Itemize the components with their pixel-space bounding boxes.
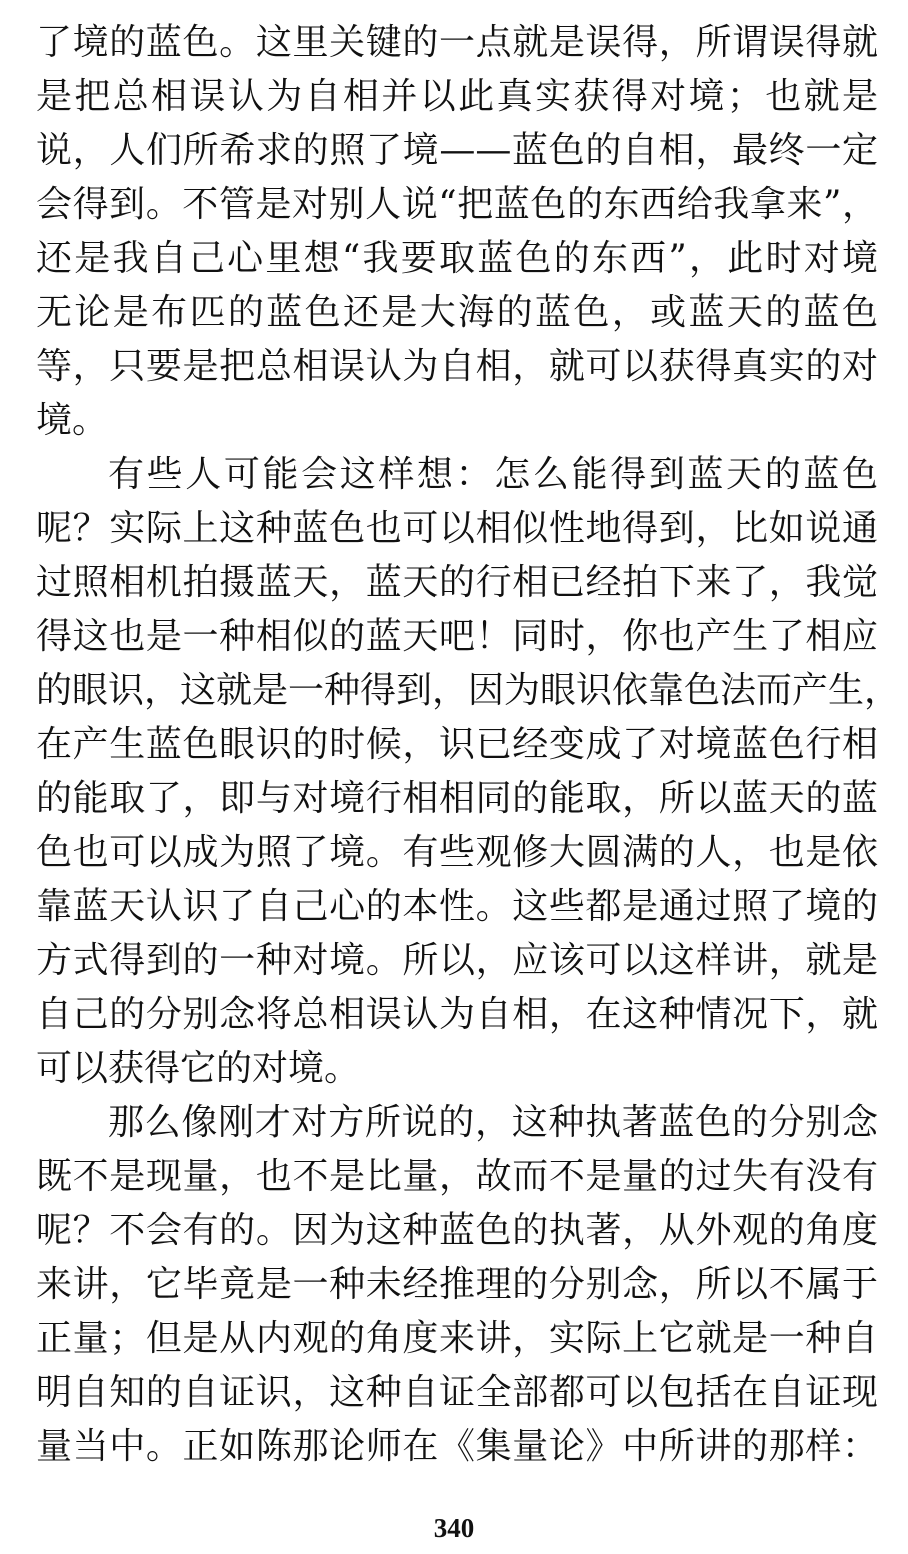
text-line: 是把总相误认为自相并以此真实获得对境；也就是 — [36, 76, 878, 117]
text-line: 可以获得它的对境。 — [36, 1048, 361, 1089]
text-line: 来讲，它毕竟是一种未经推理的分别念，所以不属于 — [36, 1264, 878, 1305]
text-line: 明自知的自证识，这种自证全部都可以包括在自证现 — [36, 1372, 878, 1413]
text-line: 还是我自己心里想“我要取蓝色的东西”，此时对境 — [36, 238, 878, 279]
text-line: 了境的蓝色。这里关键的一点就是误得，所谓误得就 — [36, 22, 878, 63]
text-line: 色也可以成为照了境。有些观修大圆满的人，也是依 — [36, 832, 878, 873]
text-line: 说，人们所希求的照了境——蓝色的自相，最终一定 — [36, 130, 878, 171]
text-line: 得这也是一种相似的蓝天吧！同时，你也产生了相应 — [36, 616, 878, 657]
paragraph-2 — [36, 448, 901, 1096]
text-line: 那么像刚才对方所说的，这种执著蓝色的分别念 — [108, 1102, 878, 1143]
text-line: 无论是布匹的蓝色还是大海的蓝色，或蓝天的蓝色 — [36, 292, 878, 333]
text-line: 靠蓝天认识了自己心的本性。这些都是通过照了境的 — [36, 886, 878, 927]
paragraph-3 — [36, 1096, 878, 1474]
text-line: 正量；但是从内观的角度来讲，实际上它就是一种自 — [36, 1318, 878, 1359]
text-line: 自己的分别念将总相误认为自相，在这种情况下，就 — [36, 994, 878, 1035]
text-line: 在产生蓝色眼识的时候，识已经变成了对境蓝色行相 — [36, 724, 878, 765]
text-line: 有些人可能会这样想：怎么能得到蓝天的蓝色 — [108, 454, 878, 495]
page-number: 340 — [433, 1513, 475, 1543]
text-line: 量当中。正如陈那论师在《集量论》中所讲的那样： — [36, 1426, 878, 1467]
text-line: 呢？实际上这种蓝色也可以相似性地得到，比如说通 — [36, 508, 878, 549]
text-line: 既不是现量，也不是比量，故而不是量的过失有没有 — [36, 1156, 878, 1197]
text-line: 会得到。不管是对别人说“把蓝色的东西给我拿来”， — [36, 184, 878, 225]
text-line: 等，只要是把总相误认为自相，就可以获得真实的对 — [36, 346, 878, 387]
text-line: 的眼识，这就是一种得到，因为眼识依靠色法而产生， — [36, 670, 901, 711]
text-line: 方式得到的一种对境。所以，应该可以这样讲，就是 — [36, 940, 878, 981]
text-line: 的能取了，即与对境行相相同的能取，所以蓝天的蓝 — [36, 778, 878, 819]
text-line: 境。 — [36, 400, 109, 441]
text-line: 呢？不会有的。因为这种蓝色的执著，从外观的角度 — [36, 1210, 878, 1251]
paragraph-1 — [36, 16, 878, 448]
text-line: 过照相机拍摄蓝天，蓝天的行相已经拍下来了，我觉 — [36, 562, 878, 603]
page-body — [36, 16, 901, 1474]
